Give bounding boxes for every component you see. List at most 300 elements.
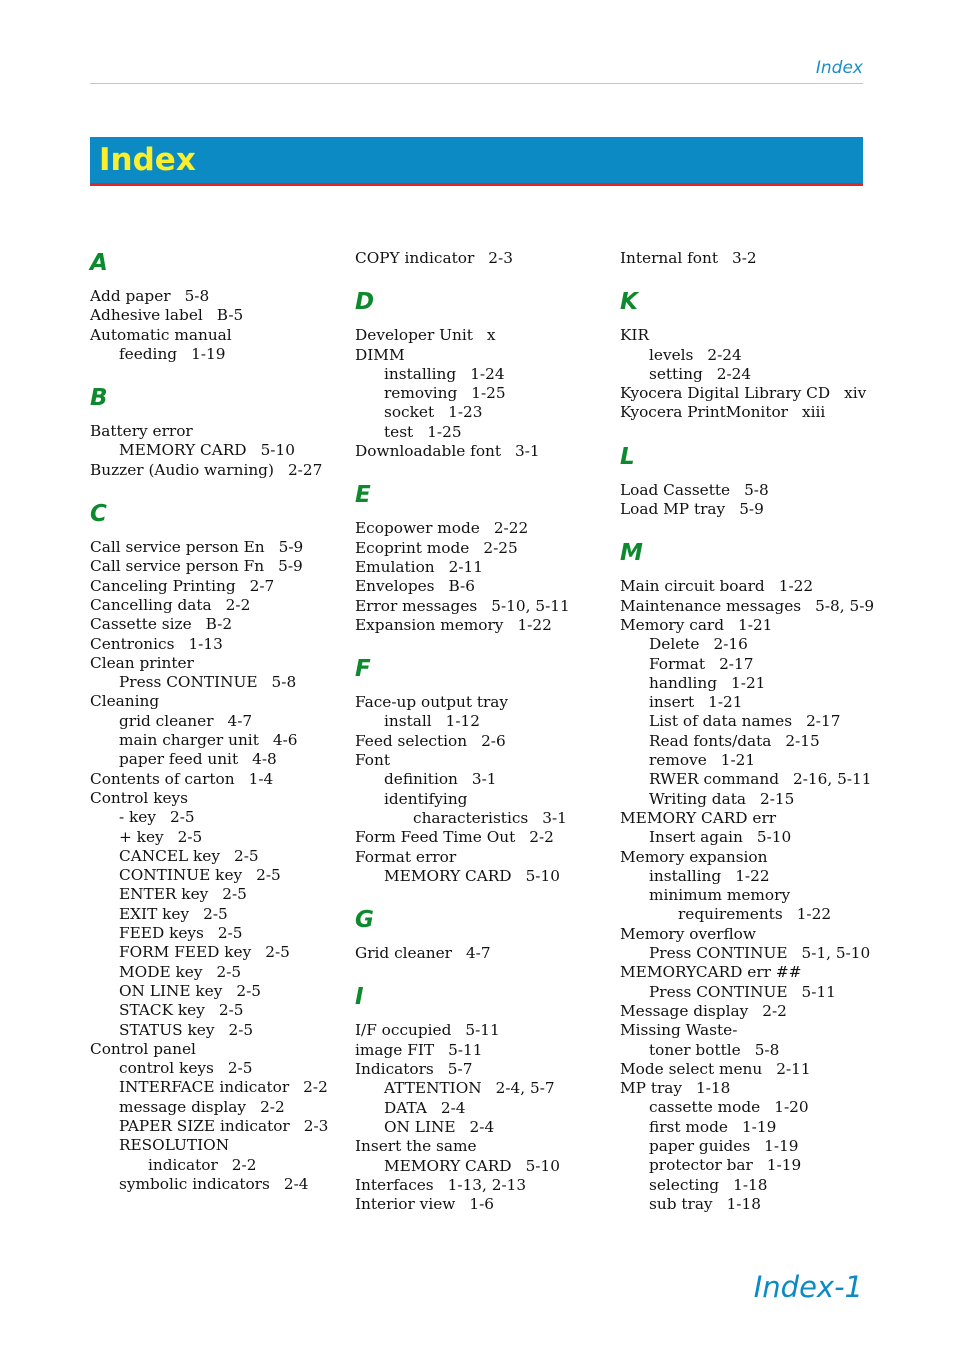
title-bar <box>90 137 863 186</box>
entry-pages: 1-6 <box>469 1195 495 1214</box>
entry-pages: B-5 <box>216 306 244 325</box>
entry-term: EXIT key <box>119 904 190 923</box>
index-entry <box>90 615 335 634</box>
entry-term: Error messages <box>355 596 478 615</box>
index-entry <box>90 345 335 364</box>
entry-pages: 5-8 <box>754 1040 780 1059</box>
entry-pages: 2-5 <box>227 1059 253 1078</box>
entry-term: MEMORY CARD <box>384 1156 512 1175</box>
entry-term: Writing data <box>649 789 746 808</box>
entry-term: characteristics <box>413 808 529 827</box>
index-section <box>90 384 335 490</box>
entry-term: Downloadable font <box>355 442 502 461</box>
entry-pages: 4-7 <box>465 944 491 963</box>
index-section <box>90 500 335 1194</box>
entry-term: RWER command <box>649 770 780 789</box>
entry-term: Load Cassette <box>620 480 731 499</box>
index-entry <box>620 770 872 789</box>
index-entry <box>355 1157 600 1176</box>
index-entry <box>620 1021 865 1040</box>
index-entry <box>355 423 600 442</box>
entry-term: Kyocera Digital Library CD <box>620 384 831 403</box>
entry-pages: x <box>486 326 496 345</box>
entry-pages: 5-8 <box>744 480 769 499</box>
entry-term: Control keys <box>90 788 189 807</box>
entry-pages: xiv <box>844 384 867 403</box>
entry-term: CANCEL key <box>119 846 220 865</box>
entry-term: Adhesive label <box>90 306 203 325</box>
entry-pages: 5-10 <box>260 441 295 460</box>
entry-pages: 2-2 <box>231 1155 257 1174</box>
header-rule <box>90 83 863 84</box>
entry-term: MODE key <box>119 962 203 981</box>
entry-pages: 1-18 <box>726 1194 761 1213</box>
index-entry <box>90 943 335 962</box>
entry-pages: 4-6 <box>272 731 298 750</box>
entry-term: Clean printer <box>90 653 194 672</box>
index-entry <box>90 1156 335 1175</box>
entry-pages: 2-5 <box>217 924 243 943</box>
section-letter: G <box>355 907 374 934</box>
index-entry <box>90 770 335 789</box>
entry-term: ON LINE <box>384 1117 456 1136</box>
entry-pages: 4-8 <box>252 750 277 769</box>
index-entry <box>620 403 865 422</box>
index-entry <box>355 790 600 809</box>
index-entry <box>355 365 600 384</box>
index-entry <box>355 384 600 403</box>
entry-pages: 5-11 <box>465 1021 500 1040</box>
entry-pages: 2-5 <box>218 1001 244 1020</box>
section-letter: A <box>90 250 108 276</box>
index-entry <box>355 346 600 365</box>
index-entry <box>620 365 865 384</box>
entry-term: installing <box>649 866 722 885</box>
index-entry <box>620 616 865 635</box>
entry-term: + key <box>119 827 164 846</box>
entry-pages: 2-5 <box>265 943 290 962</box>
entry-term: Form Feed Time Out <box>355 828 516 847</box>
index-entry <box>355 809 600 828</box>
index-entry <box>620 944 871 963</box>
entry-term: Cancelling data <box>90 595 212 614</box>
entry-pages: 3-1 <box>542 808 567 827</box>
entry-term: Main circuit board <box>620 577 765 596</box>
index-entry <box>90 885 335 904</box>
entry-pages: 2-5 <box>234 846 259 865</box>
entry-term: Ecoprint mode <box>355 538 470 557</box>
index-entry <box>620 384 865 403</box>
index-entry <box>355 326 600 345</box>
entry-pages: 2-5 <box>228 1020 254 1039</box>
index-entry <box>90 673 335 692</box>
entry-pages: 1-18 <box>733 1175 768 1194</box>
index-entry <box>355 1137 600 1156</box>
entry-pages: 1-22 <box>778 577 814 596</box>
index-entry <box>355 732 600 751</box>
index-entry <box>90 577 335 596</box>
index-entry <box>355 848 600 867</box>
entry-pages: 1-18 <box>696 1079 731 1098</box>
entry-pages: 5-10, 5-11 <box>491 596 570 615</box>
entry-term: CONTINUE key <box>119 866 243 885</box>
index-entry <box>90 538 335 557</box>
entry-term: DIMM <box>355 345 405 364</box>
entry-term: COPY indicator <box>355 249 475 267</box>
index-entry <box>355 867 600 886</box>
index-entry <box>355 558 600 577</box>
entry-term: ON LINE key <box>119 981 223 1000</box>
index-entry <box>355 1060 600 1079</box>
entry-pages: 5-8, 5-9 <box>815 596 875 615</box>
entry-term: paper feed unit <box>119 750 239 769</box>
entry-term: sub tray <box>649 1194 713 1213</box>
entry-pages: 5-8 <box>184 287 210 305</box>
entry-term: Canceling Printing <box>90 576 236 595</box>
entry-term: Centronics <box>90 634 175 653</box>
entry-term: Message display <box>620 1001 749 1020</box>
section-letter: C <box>90 501 107 528</box>
entry-term: Press CONTINUE <box>649 944 788 963</box>
index-entry <box>620 867 865 886</box>
entry-term: Maintenance messages <box>620 596 802 615</box>
index-entry <box>620 596 875 616</box>
entry-pages: 2-5 <box>170 808 195 827</box>
entry-term: Automatic manual <box>90 325 232 344</box>
index-entry <box>620 809 865 828</box>
section-letter: F <box>355 656 371 683</box>
entry-pages: 1-19 <box>741 1117 777 1136</box>
entry-term: insert <box>649 693 695 712</box>
entry-term: main charger unit <box>119 731 259 750</box>
entry-pages: 1-13 <box>188 634 223 653</box>
section-letter: I <box>355 984 364 1011</box>
entry-pages: 1-22 <box>517 615 552 634</box>
entry-pages: 1-20 <box>774 1098 809 1117</box>
entry-term: Press CONTINUE <box>119 673 258 692</box>
entry-pages: 2-24 <box>716 364 752 383</box>
index-entry <box>90 789 335 808</box>
index-entry <box>90 866 335 885</box>
entry-term: paper guides <box>649 1136 751 1155</box>
index-entry <box>355 712 600 731</box>
index-entry <box>90 692 335 711</box>
entry-pages: 2-4, 5-7 <box>495 1079 555 1098</box>
index-entry <box>90 1078 335 1097</box>
entry-term: Envelopes <box>355 577 435 596</box>
entry-term: handling <box>649 673 718 692</box>
entry-term: Read fonts/data <box>649 731 772 750</box>
index-section <box>355 481 600 645</box>
index-entry <box>90 326 335 345</box>
index-entry <box>620 1195 865 1214</box>
index-entry <box>90 963 335 982</box>
index-entry <box>90 306 335 325</box>
entry-pages: 1-22 <box>735 866 770 885</box>
index-entry <box>620 1002 865 1021</box>
index-entry <box>620 886 865 905</box>
index-entry <box>90 982 335 1001</box>
section-letter: K <box>620 289 638 316</box>
entry-term: Format error <box>355 847 457 866</box>
entry-term: Face-up output tray <box>355 693 509 712</box>
entry-pages: 5-10 <box>525 866 560 885</box>
entry-term: Mode select menu <box>620 1059 763 1078</box>
entry-pages: 2-7 <box>249 576 275 595</box>
index-entry <box>90 287 335 306</box>
index-entry <box>620 577 865 596</box>
index-entry <box>90 1040 335 1059</box>
entry-pages: 5-11 <box>448 1040 483 1059</box>
running-header: Index <box>815 58 863 78</box>
entry-term: Add paper <box>90 287 171 305</box>
entry-term: Interfaces <box>355 1175 434 1194</box>
entry-pages: 2-5 <box>203 904 228 923</box>
entry-term: ENTER key <box>119 885 209 904</box>
index-entry <box>90 1059 335 1078</box>
index-entry <box>620 346 865 365</box>
entry-term: Expansion memory <box>355 615 504 634</box>
entry-term: grid cleaner <box>119 711 214 730</box>
index-entry <box>620 655 865 674</box>
entry-pages: 5-9 <box>278 557 303 576</box>
entry-term: Feed selection <box>355 731 468 750</box>
entry-pages: 1-12 <box>445 712 481 731</box>
entry-term: Battery error <box>90 422 193 441</box>
entry-term: Font <box>355 751 390 770</box>
entry-pages: 2-5 <box>216 962 242 981</box>
index-entry <box>355 1195 600 1214</box>
entry-term: Contents of carton <box>90 769 235 788</box>
entry-pages: 2-15 <box>785 731 820 750</box>
entry-pages: 5-9 <box>739 500 764 519</box>
entry-pages: 1-21 <box>708 693 743 712</box>
page-title: Index <box>99 142 196 178</box>
index-entry <box>90 461 335 480</box>
entry-term: Memory card <box>620 615 725 634</box>
index-entry <box>90 654 335 673</box>
entry-term: INTERFACE indicator <box>119 1078 290 1097</box>
entry-pages: 1-19 <box>766 1156 802 1175</box>
index-entry <box>620 712 865 731</box>
index-entry <box>355 597 600 616</box>
index-section <box>620 249 865 278</box>
entry-pages: 2-3 <box>303 1116 329 1135</box>
entry-term: Insert again <box>649 828 743 847</box>
entry-pages: 2-4 <box>469 1117 495 1136</box>
index-entry <box>355 1176 600 1195</box>
entry-term: test <box>384 422 414 441</box>
index-entry <box>620 751 865 770</box>
index-entry <box>620 1118 865 1137</box>
index-entry <box>355 751 600 770</box>
index-entry <box>620 674 865 693</box>
entry-pages: B-2 <box>205 615 233 634</box>
index-section <box>90 249 335 374</box>
entry-term: Emulation <box>355 557 435 576</box>
entry-term: Cleaning <box>90 692 160 711</box>
entry-term: PAPER SIZE indicator <box>119 1116 290 1135</box>
index-entry <box>620 1156 865 1175</box>
entry-pages: 3-1 <box>471 770 497 789</box>
entry-term: Buzzer (Audio warning) <box>90 460 274 479</box>
index-entry <box>620 1060 865 1079</box>
index-entry <box>90 847 335 866</box>
entry-pages: 2-3 <box>488 249 513 267</box>
entry-term: minimum memory <box>649 886 791 905</box>
section-letter: E <box>355 482 371 509</box>
entry-term: Call service person En <box>90 538 265 557</box>
entry-term: requirements <box>678 905 783 924</box>
entry-pages: 1-24 <box>470 364 505 383</box>
entry-term: Grid cleaner <box>355 944 452 963</box>
entry-pages: 5-10 <box>756 828 792 847</box>
index-entry <box>620 925 865 944</box>
entry-term: first mode <box>649 1117 728 1136</box>
index-entry <box>90 422 335 441</box>
index-entry <box>90 924 335 943</box>
index-entry <box>355 577 600 596</box>
entry-pages: xiii <box>802 403 826 422</box>
index-entry <box>90 596 335 615</box>
entry-pages: 2-27 <box>287 460 323 479</box>
entry-pages: 2-4 <box>283 1174 309 1193</box>
section-letter: L <box>620 443 635 470</box>
entry-pages: 2-17 <box>719 654 754 673</box>
entry-term: feeding <box>119 344 178 363</box>
entry-pages: 2-16 <box>713 635 748 654</box>
entry-pages: 1-19 <box>764 1136 799 1155</box>
entry-term: protector bar <box>649 1156 753 1175</box>
index-entry <box>620 905 865 924</box>
entry-pages: 2-24 <box>707 345 742 364</box>
entry-pages: 1-23 <box>448 403 483 422</box>
index-entry <box>620 732 865 751</box>
entry-term: Memory overflow <box>620 924 756 943</box>
index-entry <box>90 905 335 924</box>
entry-term: - key <box>119 808 156 827</box>
entry-pages: 5-7 <box>447 1060 473 1079</box>
entry-term: install <box>384 712 432 731</box>
entry-term: Interior view <box>355 1195 456 1214</box>
index-entry <box>620 828 865 847</box>
index-entry <box>90 1117 335 1136</box>
index-entry <box>620 500 865 519</box>
entry-term: indicator <box>148 1155 218 1174</box>
entry-pages: 2-2 <box>260 1097 285 1116</box>
entry-term: Developer Unit <box>355 326 473 345</box>
entry-term: removing <box>384 384 458 403</box>
entry-pages: 1-13, 2-13 <box>447 1175 527 1194</box>
entry-term: Kyocera PrintMonitor <box>620 403 788 422</box>
index-entry <box>620 326 865 345</box>
index-entry <box>620 790 865 809</box>
entry-term: FORM FEED key <box>119 943 252 962</box>
entry-term: socket <box>384 403 435 422</box>
index-entry <box>620 249 865 268</box>
entry-term: STACK key <box>119 1001 205 1020</box>
entry-term: cassette mode <box>649 1098 761 1117</box>
entry-term: I/F occupied <box>355 1021 452 1040</box>
entry-term: Press CONTINUE <box>649 982 788 1001</box>
entry-pages: 2-4 <box>440 1098 466 1117</box>
index-entry <box>90 808 335 827</box>
index-column-1 <box>90 249 335 1194</box>
entry-term: FEED keys <box>119 924 204 943</box>
entry-term: MEMORY CARD <box>119 441 247 460</box>
entry-pages: 2-11 <box>776 1059 811 1078</box>
entry-term: image FIT <box>355 1040 435 1059</box>
index-entry <box>90 731 335 750</box>
entry-pages: 1-22 <box>796 905 832 924</box>
entry-term: selecting <box>649 1175 720 1194</box>
entry-term: message display <box>119 1097 247 1116</box>
page-number: Index-1 <box>753 1270 863 1304</box>
entry-term: Format <box>649 654 706 673</box>
entry-pages: 1-4 <box>248 769 274 788</box>
index-entry <box>90 750 335 769</box>
index-entry <box>620 1041 865 1060</box>
entry-pages: 5-1, 5-10 <box>801 944 871 963</box>
entry-term: MEMORY CARD err <box>620 808 777 827</box>
entry-term: DATA <box>384 1098 427 1117</box>
index-entry <box>355 442 600 461</box>
entry-term: Cassette size <box>90 615 192 634</box>
index-entry <box>90 635 335 654</box>
index-section <box>620 288 865 432</box>
index-entry <box>620 848 865 867</box>
index-section <box>620 539 875 1214</box>
index-entry <box>90 1136 335 1155</box>
index-entry <box>90 557 335 576</box>
index-entry <box>620 1079 865 1098</box>
entry-term: Memory expansion <box>620 847 768 866</box>
entry-term: toner bottle <box>649 1040 741 1059</box>
index-section <box>620 443 865 530</box>
entry-pages: 3-1 <box>515 442 540 461</box>
section-letter: B <box>90 385 108 412</box>
index-entry <box>90 828 335 847</box>
index-column-2 <box>355 249 600 1214</box>
entry-term: MEMORY CARD <box>384 866 512 885</box>
entry-term: RESOLUTION <box>119 1136 230 1155</box>
entry-pages: 5-10 <box>525 1156 560 1175</box>
entry-term: Control panel <box>90 1039 196 1058</box>
entry-pages: 2-15 <box>759 789 795 808</box>
entry-pages: 5-11 <box>801 982 836 1001</box>
entry-pages: 2-22 <box>493 519 529 538</box>
entry-term: Load MP tray <box>620 500 726 519</box>
entry-pages: 3-2 <box>732 249 757 267</box>
entry-term: MEMORYCARD err ## <box>620 963 802 982</box>
index-entry <box>355 539 600 558</box>
entry-pages: 5-9 <box>278 538 304 557</box>
index-entry <box>90 712 335 731</box>
index-entry <box>355 403 600 422</box>
entry-term: installing <box>384 364 457 383</box>
index-entry <box>90 441 335 460</box>
index-entry <box>355 828 600 847</box>
entry-pages: 2-6 <box>481 731 506 750</box>
entry-pages: 2-25 <box>483 538 518 557</box>
index-section <box>355 983 600 1214</box>
entry-pages: 1-25 <box>427 422 462 441</box>
entry-pages: 5-8 <box>271 673 297 692</box>
entry-term: levels <box>649 345 694 364</box>
index-entry <box>90 1001 335 1020</box>
entry-term: identifying <box>384 789 468 808</box>
entry-pages: 2-5 <box>177 827 203 846</box>
